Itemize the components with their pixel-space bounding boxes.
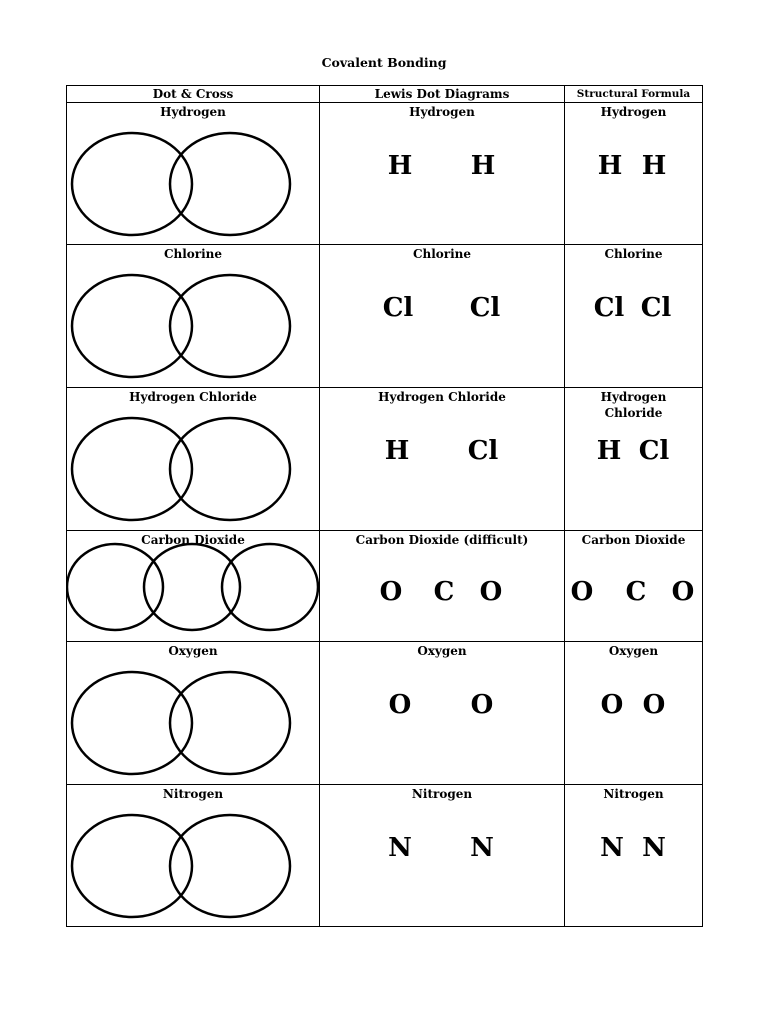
element-symbol: Cl [638,436,670,466]
dot-cross-cell [67,642,320,785]
structural-label: Oxygen [608,644,659,658]
atom-shell-circle [170,672,290,774]
atom-shell-circle [170,815,290,917]
venn-diagram [67,785,320,926]
structural-cell [565,103,703,245]
element-symbol: N [642,833,666,863]
structural-label: Carbon Dioxide [581,533,686,547]
dot-cross-label: Carbon Dioxide [141,533,245,547]
dot-cross-label: Oxygen [168,644,218,658]
element-symbol: O [671,577,695,607]
dot-cross-cell [67,388,320,531]
element-symbol: O [470,690,494,720]
lewis-label: Carbon Dioxide (difficult) [355,533,529,547]
structural-cell [565,642,703,785]
structural-cell [565,245,703,388]
dot-cross-label: Nitrogen [162,787,224,801]
dot-cross-cell [67,531,320,642]
structural-cell [565,785,703,927]
lewis-label: Hydrogen [409,105,475,119]
table-row [67,245,703,388]
atom-shell-circle [170,275,290,377]
lewis-label: Nitrogen [411,787,473,801]
venn-diagram [67,103,320,244]
lewis-cell [320,245,565,388]
element-symbol: C [625,577,647,607]
lewis-cell [320,531,565,642]
venn-diagram [67,388,320,530]
dot-cross-cell [67,245,320,388]
lewis-cell [320,785,565,927]
element-symbol: O [642,690,666,720]
covalent-bonding-table [66,85,703,927]
atom-shell-circle [72,275,192,377]
table-row [67,642,703,785]
structural-cell [565,388,703,531]
venn-diagram [67,245,320,387]
element-symbol: N [470,833,494,863]
lewis-label: Hydrogen Chloride [378,390,506,404]
element-symbol: Cl [593,293,625,323]
element-symbol: Cl [467,436,499,466]
element-symbol: N [600,833,624,863]
element-symbol: Cl [469,293,501,323]
table-row [67,388,703,531]
element-symbol: H [597,151,623,181]
atom-shell-circle [144,544,240,630]
element-symbol: Cl [382,293,414,323]
element-symbol: N [388,833,412,863]
venn-diagram [67,642,320,784]
header-row [67,86,703,103]
element-symbol: O [600,690,624,720]
element-symbol: H [470,151,496,181]
dot-cross-label: Hydrogen Chloride [129,390,257,404]
element-symbol: H [387,151,413,181]
atom-shell-circle [72,133,192,235]
header-lewis: Lewis Dot Diagrams [320,86,565,103]
element-symbol: H [384,436,410,466]
lewis-label: Chlorine [412,247,472,261]
table-row [67,531,703,642]
header-structural: Structural Formula [565,86,703,103]
worksheet-title: Covalent Bonding [321,55,447,70]
dot-cross-label: Chlorine [163,247,223,261]
structural-label: Hydrogen Chloride [600,390,667,420]
atom-shell-circle [72,672,192,774]
venn-diagram [67,531,320,641]
atom-shell-circle [72,418,192,520]
element-symbol: H [596,436,622,466]
header-dot-cross: Dot & Cross [67,86,320,103]
structural-label: Chlorine [604,247,663,261]
atom-shell-circle [222,544,318,630]
structural-label: Nitrogen [603,787,664,801]
structural-cell [565,531,703,642]
element-symbol: H [641,151,667,181]
atom-shell-circle [170,133,290,235]
dot-cross-label: Hydrogen [160,105,226,119]
element-symbol: O [479,577,503,607]
dot-cross-cell [67,103,320,245]
table-row [67,785,703,927]
atom-shell-circle [72,815,192,917]
lewis-cell [320,642,565,785]
lewis-cell [320,388,565,531]
table-row [67,103,703,245]
dot-cross-cell [67,785,320,927]
element-symbol: O [379,577,403,607]
element-symbol: C [433,577,455,607]
element-symbol: O [388,690,412,720]
lewis-cell [320,103,565,245]
atom-shell-circle [170,418,290,520]
lewis-label: Oxygen [417,644,467,658]
element-symbol: Cl [640,293,672,323]
atom-shell-circle [67,544,163,630]
structural-label: Hydrogen [600,105,667,119]
element-symbol: O [570,577,594,607]
